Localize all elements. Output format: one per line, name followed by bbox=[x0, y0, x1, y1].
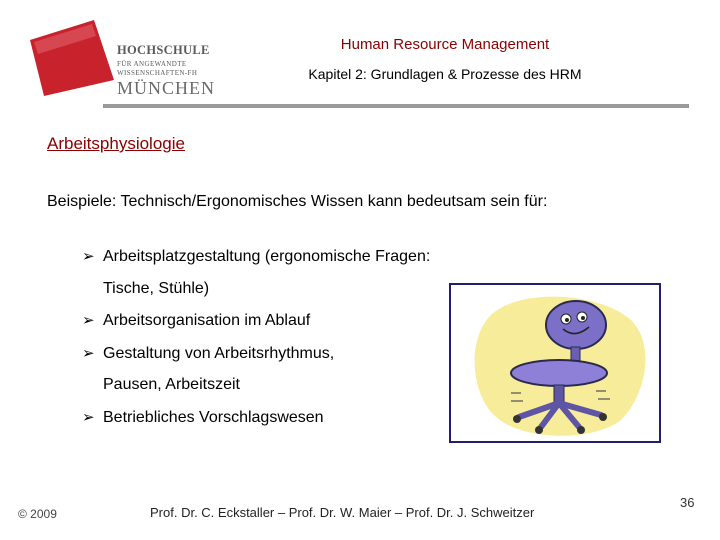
copyright-text: © 2009 bbox=[18, 507, 57, 521]
logo-emblem-icon bbox=[22, 18, 117, 98]
bullet-continuation: Pausen, Arbeitszeit bbox=[103, 376, 240, 393]
bullet-item bbox=[82, 402, 324, 433]
logo-line-4: MÜNCHEN bbox=[117, 78, 216, 98]
header-divider bbox=[103, 104, 689, 108]
footer-authors: Prof. Dr. C. Eckstaller – Prof. Dr. W. Maier – Prof. Dr. J. Schweitzer bbox=[150, 505, 535, 520]
chair-illustration bbox=[449, 283, 661, 443]
bullet-continuation: Tische, Stühle) bbox=[103, 280, 210, 297]
bullet-item bbox=[82, 338, 334, 369]
university-logo bbox=[22, 18, 216, 98]
office-chair-icon bbox=[451, 285, 659, 441]
header-subtitle: Kapitel 2: Grundlagen & Prozesse des HRM bbox=[308, 66, 582, 82]
bullet-arrow-icon: ➢ bbox=[82, 311, 95, 329]
intro-text: Beispiele: Technisch/Ergonomisches Wissen kann bedeutsam sein für: bbox=[47, 193, 548, 210]
bullet-item bbox=[82, 241, 430, 272]
bullet-arrow-icon: ➢ bbox=[82, 344, 95, 362]
bullet-text: Arbeitsorganisation im Ablauf bbox=[103, 312, 311, 329]
bullet-arrow-icon: ➢ bbox=[82, 247, 95, 265]
page-number: 36 bbox=[680, 495, 695, 510]
bullet-arrow-icon: ➢ bbox=[82, 408, 95, 426]
logo-line-2: FÜR ANGEWANDTE bbox=[117, 60, 187, 68]
logo-line-1: HOCHSCHULE bbox=[117, 43, 210, 57]
bullet-item bbox=[82, 305, 310, 336]
logo-line-3: WISSENSCHAFTEN-FH bbox=[117, 69, 198, 77]
bullet-text: Gestaltung von Arbeitsrhythmus, bbox=[103, 345, 335, 362]
bullet-text: Betriebliches Vorschlagswesen bbox=[103, 409, 324, 426]
bullet-text: Arbeitsplatzgestaltung (ergonomische Fragen: bbox=[103, 248, 431, 265]
header-title: Human Resource Management bbox=[340, 36, 550, 53]
slide-heading: Arbeitsphysiologie bbox=[47, 134, 185, 153]
logo-text bbox=[117, 43, 215, 99]
